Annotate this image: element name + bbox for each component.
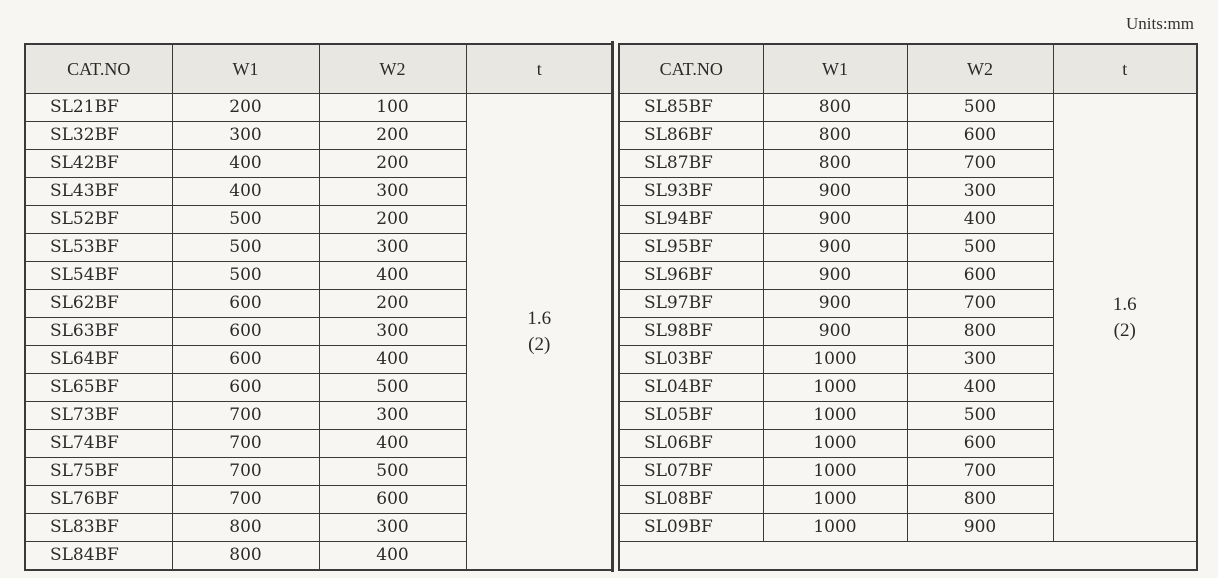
cat-no-cell: SL05BF <box>619 402 763 430</box>
w1-cell: 200 <box>172 94 319 122</box>
t-note: (2) <box>1113 319 1136 341</box>
t-value: 1.6 <box>1112 293 1137 315</box>
cat-no-cell: SL03BF <box>619 346 763 374</box>
w2-cell: 400 <box>319 346 466 374</box>
cat-no-cell: SL93BF <box>619 178 763 206</box>
w1-cell: 1000 <box>763 486 907 514</box>
header-cat-no: CAT.NO <box>25 44 172 94</box>
w1-cell: 800 <box>172 542 319 571</box>
cat-no-cell: SL09BF <box>619 514 763 542</box>
w1-cell: 500 <box>172 234 319 262</box>
right-table-body <box>619 94 1197 571</box>
cat-no-cell: SL62BF <box>25 290 172 318</box>
w2-cell: 300 <box>319 178 466 206</box>
w1-cell: 800 <box>763 122 907 150</box>
left-spec-table <box>24 43 614 571</box>
w1-cell: 800 <box>172 514 319 542</box>
table-row <box>25 94 613 122</box>
w2-cell: 600 <box>907 430 1053 458</box>
right-spec-table <box>618 43 1198 571</box>
w2-cell: 300 <box>319 514 466 542</box>
cat-no-cell: SL54BF <box>25 262 172 290</box>
w2-cell: 400 <box>319 542 466 571</box>
cat-no-cell: SL73BF <box>25 402 172 430</box>
w1-cell: 700 <box>172 402 319 430</box>
cat-no-cell: SL83BF <box>25 514 172 542</box>
table-row <box>619 94 1197 122</box>
w1-cell: 500 <box>172 206 319 234</box>
cat-no-cell: SL94BF <box>619 206 763 234</box>
w1-cell: 1000 <box>763 458 907 486</box>
w1-cell: 600 <box>172 346 319 374</box>
header-cat-no: CAT.NO <box>619 44 763 94</box>
w2-cell: 500 <box>907 234 1053 262</box>
w1-cell: 700 <box>172 458 319 486</box>
w1-cell: 1000 <box>763 402 907 430</box>
cat-no-cell: SL53BF <box>25 234 172 262</box>
w1-cell: 900 <box>763 290 907 318</box>
t-value: 1.6 <box>527 307 552 329</box>
w1-cell: 1000 <box>763 430 907 458</box>
w1-cell: 900 <box>763 262 907 290</box>
w2-cell: 800 <box>907 486 1053 514</box>
cat-no-cell: SL63BF <box>25 318 172 346</box>
w1-cell: 1000 <box>763 514 907 542</box>
w2-cell: 200 <box>319 122 466 150</box>
cat-no-cell: SL52BF <box>25 206 172 234</box>
w2-cell: 300 <box>319 402 466 430</box>
header-w2: W2 <box>907 44 1053 94</box>
w1-cell: 700 <box>172 486 319 514</box>
cat-no-cell: SL04BF <box>619 374 763 402</box>
w2-cell: 700 <box>907 290 1053 318</box>
left-header-row <box>25 44 613 94</box>
t-thickness-cell <box>466 94 613 571</box>
cat-no-cell: SL85BF <box>619 94 763 122</box>
w1-cell: 700 <box>172 430 319 458</box>
cat-no-cell: SL84BF <box>25 542 172 571</box>
w1-cell: 500 <box>172 262 319 290</box>
w2-cell: 500 <box>907 94 1053 122</box>
cat-no-cell: SL65BF <box>25 374 172 402</box>
w2-cell: 400 <box>319 430 466 458</box>
empty-row <box>619 542 1197 571</box>
cat-no-cell: SL96BF <box>619 262 763 290</box>
cat-no-cell: SL06BF <box>619 430 763 458</box>
w2-cell: 500 <box>319 374 466 402</box>
right-header-row <box>619 44 1197 94</box>
w1-cell: 400 <box>172 178 319 206</box>
t-note: (2) <box>528 333 551 355</box>
header-w1: W1 <box>172 44 319 94</box>
cat-no-cell: SL08BF <box>619 486 763 514</box>
cat-no-cell: SL42BF <box>25 150 172 178</box>
w2-cell: 800 <box>907 318 1053 346</box>
w2-cell: 500 <box>907 402 1053 430</box>
w2-cell: 400 <box>907 374 1053 402</box>
w1-cell: 900 <box>763 234 907 262</box>
w2-cell: 400 <box>319 262 466 290</box>
w1-cell: 800 <box>763 150 907 178</box>
header-t: t <box>1053 44 1197 94</box>
w1-cell: 1000 <box>763 374 907 402</box>
w2-cell: 200 <box>319 150 466 178</box>
cat-no-cell: SL86BF <box>619 122 763 150</box>
w1-cell: 600 <box>172 374 319 402</box>
w2-cell: 700 <box>907 458 1053 486</box>
w2-cell: 300 <box>907 178 1053 206</box>
units-label: Units:mm <box>1125 14 1194 33</box>
header-w2: W2 <box>319 44 466 94</box>
cat-no-cell: SL21BF <box>25 94 172 122</box>
w1-cell: 900 <box>763 206 907 234</box>
table-divider <box>611 41 614 572</box>
t-thickness-cell <box>1053 94 1197 542</box>
w2-cell: 400 <box>907 206 1053 234</box>
w2-cell: 600 <box>907 122 1053 150</box>
w2-cell: 600 <box>907 262 1053 290</box>
cat-no-cell: SL97BF <box>619 290 763 318</box>
cat-no-cell: SL95BF <box>619 234 763 262</box>
w1-cell: 400 <box>172 150 319 178</box>
cat-no-cell: SL98BF <box>619 318 763 346</box>
cat-no-cell: SL74BF <box>25 430 172 458</box>
w1-cell: 300 <box>172 122 319 150</box>
cat-no-cell: SL76BF <box>25 486 172 514</box>
w2-cell: 100 <box>319 94 466 122</box>
w2-cell: 200 <box>319 206 466 234</box>
cat-no-cell: SL64BF <box>25 346 172 374</box>
empty-cell <box>619 542 1197 571</box>
cat-no-cell: SL75BF <box>25 458 172 486</box>
left-table-body <box>25 94 613 571</box>
cat-no-cell: SL43BF <box>25 178 172 206</box>
header-w1: W1 <box>763 44 907 94</box>
cat-no-cell: SL87BF <box>619 150 763 178</box>
w2-cell: 300 <box>319 234 466 262</box>
w2-cell: 900 <box>907 514 1053 542</box>
w1-cell: 900 <box>763 178 907 206</box>
w2-cell: 300 <box>319 318 466 346</box>
cat-no-cell: SL07BF <box>619 458 763 486</box>
w1-cell: 600 <box>172 318 319 346</box>
w2-cell: 300 <box>907 346 1053 374</box>
w2-cell: 700 <box>907 150 1053 178</box>
w1-cell: 1000 <box>763 346 907 374</box>
w1-cell: 800 <box>763 94 907 122</box>
w2-cell: 600 <box>319 486 466 514</box>
w2-cell: 200 <box>319 290 466 318</box>
w1-cell: 900 <box>763 318 907 346</box>
header-t: t <box>466 44 613 94</box>
cat-no-cell: SL32BF <box>25 122 172 150</box>
w1-cell: 600 <box>172 290 319 318</box>
w2-cell: 500 <box>319 458 466 486</box>
